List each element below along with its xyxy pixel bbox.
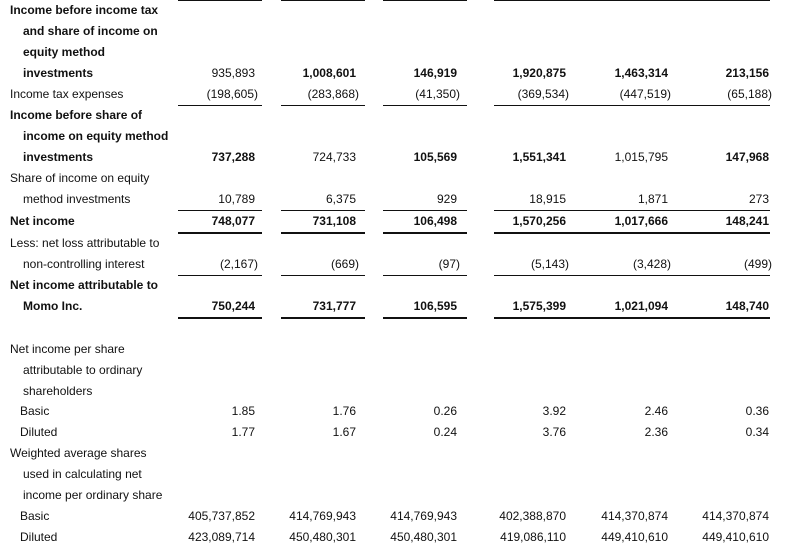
value-cell: 1,575,399	[512, 299, 566, 313]
value-cell: (447,519)	[619, 87, 671, 101]
row-label: Basic	[20, 509, 50, 523]
row-label: Income tax expenses	[10, 87, 124, 101]
value-cell: 414,769,943	[390, 509, 457, 523]
value-cell: 10,789	[218, 192, 255, 206]
value-cell: 18,915	[529, 192, 566, 206]
value-cell: (3,428)	[632, 257, 671, 271]
row-label: Income before income tax	[10, 3, 159, 17]
value-cell: 1,008,601	[302, 66, 356, 80]
row-label: income per ordinary share	[23, 488, 163, 502]
double-rule	[383, 317, 467, 319]
value-cell: 1,015,795	[614, 150, 668, 164]
value-cell: 750,244	[211, 299, 255, 313]
value-cell: 724,733	[312, 150, 356, 164]
double-rule	[494, 232, 770, 234]
value-cell: 1,920,875	[512, 66, 566, 80]
value-cell: 0.34	[745, 425, 769, 439]
value-cell: 106,498	[413, 214, 457, 228]
value-cell: 1.85	[231, 404, 255, 418]
row-label: Momo Inc.	[23, 299, 83, 313]
value-cell: (499)	[743, 257, 772, 271]
value-cell: 731,777	[312, 299, 356, 313]
value-cell: 414,370,874	[601, 509, 668, 523]
value-cell: 1.67	[332, 425, 356, 439]
row-label: Basic	[20, 404, 50, 418]
value-cell: 146,919	[413, 66, 457, 80]
row-label: attributable to ordinary	[23, 363, 143, 377]
value-cell: 1,551,341	[512, 150, 566, 164]
value-cell: 148,740	[725, 299, 769, 313]
value-cell: 148,241	[725, 214, 769, 228]
double-rule	[494, 317, 770, 319]
row-label: equity method	[23, 45, 106, 59]
row-label: Weighted average shares	[10, 446, 147, 460]
rule-line	[494, 105, 770, 106]
value-cell: 748,077	[211, 214, 255, 228]
value-cell: 935,893	[211, 66, 255, 80]
value-cell: 1,021,094	[614, 299, 668, 313]
rule-line	[281, 0, 365, 1]
rule-line	[494, 210, 770, 211]
value-cell: 147,968	[725, 150, 769, 164]
rule-line	[281, 210, 365, 211]
row-label: Income before share of	[10, 108, 143, 122]
value-cell: 450,480,301	[289, 530, 356, 544]
row-label: Diluted	[20, 425, 58, 439]
row-label: Net income attributable to	[10, 278, 159, 292]
double-rule	[178, 232, 262, 234]
rule-line	[383, 210, 467, 211]
value-cell: 1,871	[637, 192, 668, 206]
row-label: and share of income on	[23, 24, 158, 38]
value-cell: 1,463,314	[614, 66, 668, 80]
value-cell: 2.36	[644, 425, 668, 439]
value-cell: 731,108	[312, 214, 356, 228]
value-cell: (5,143)	[530, 257, 569, 271]
double-rule	[383, 232, 467, 234]
value-cell: 419,086,110	[500, 530, 566, 544]
rule-line	[178, 275, 262, 276]
value-cell: (41,350)	[415, 87, 460, 101]
value-cell: 1,017,666	[614, 214, 668, 228]
double-rule	[281, 232, 365, 234]
value-cell: 405,737,852	[188, 509, 255, 523]
value-cell: 3.92	[542, 404, 566, 418]
value-cell: (2,167)	[219, 257, 258, 271]
value-cell: (369,534)	[517, 87, 569, 101]
value-cell: 450,480,301	[390, 530, 457, 544]
value-cell: 402,388,870	[499, 509, 566, 523]
rule-line	[383, 275, 467, 276]
rule-line	[383, 0, 467, 1]
value-cell: (97)	[438, 257, 460, 271]
rule-line	[281, 275, 365, 276]
value-cell: 737,288	[211, 150, 255, 164]
rule-line	[178, 210, 262, 211]
value-cell: 2.46	[644, 404, 668, 418]
row-label: income on equity method	[23, 129, 169, 143]
value-cell: 423,089,714	[188, 530, 255, 544]
value-cell: 449,410,610	[702, 530, 769, 544]
row-label: method investments	[23, 192, 131, 206]
value-cell: 105,569	[413, 150, 457, 164]
value-cell: 414,769,943	[289, 509, 356, 523]
rule-line	[494, 0, 770, 1]
double-rule	[281, 317, 365, 319]
row-label: Less: net loss attributable to	[10, 236, 160, 250]
value-cell: (283,868)	[307, 87, 359, 101]
value-cell: 414,370,874	[702, 509, 769, 523]
value-cell: 1.76	[332, 404, 356, 418]
row-label: investments	[23, 150, 94, 164]
row-label: Share of income on equity	[10, 171, 150, 185]
value-cell: 6,375	[325, 192, 356, 206]
value-cell: (669)	[330, 257, 359, 271]
value-cell: 1.77	[231, 425, 255, 439]
rule-line	[383, 105, 467, 106]
value-cell: 0.36	[745, 404, 769, 418]
value-cell: 106,595	[413, 299, 457, 313]
row-label: shareholders	[23, 384, 93, 398]
value-cell: 449,410,610	[601, 530, 668, 544]
value-cell: 0.26	[433, 404, 457, 418]
rule-line	[281, 105, 365, 106]
value-cell: 273	[748, 192, 769, 206]
value-cell: (65,188)	[727, 87, 772, 101]
rule-line	[178, 0, 262, 1]
row-label: Net income	[10, 214, 75, 228]
value-cell: (198,605)	[206, 87, 258, 101]
value-cell: 3.76	[542, 425, 566, 439]
rule-line	[178, 105, 262, 106]
value-cell: 1,570,256	[512, 214, 566, 228]
row-label: Net income per share	[10, 342, 125, 356]
value-cell: 929	[436, 192, 457, 206]
value-cell: 213,156	[725, 66, 769, 80]
rule-line	[494, 275, 770, 276]
value-cell: 0.24	[433, 425, 457, 439]
double-rule	[178, 317, 262, 319]
row-label: non-controlling interest	[23, 257, 145, 271]
row-label: Diluted	[20, 530, 58, 544]
row-label: investments	[23, 66, 94, 80]
row-label: used in calculating net	[23, 467, 142, 481]
